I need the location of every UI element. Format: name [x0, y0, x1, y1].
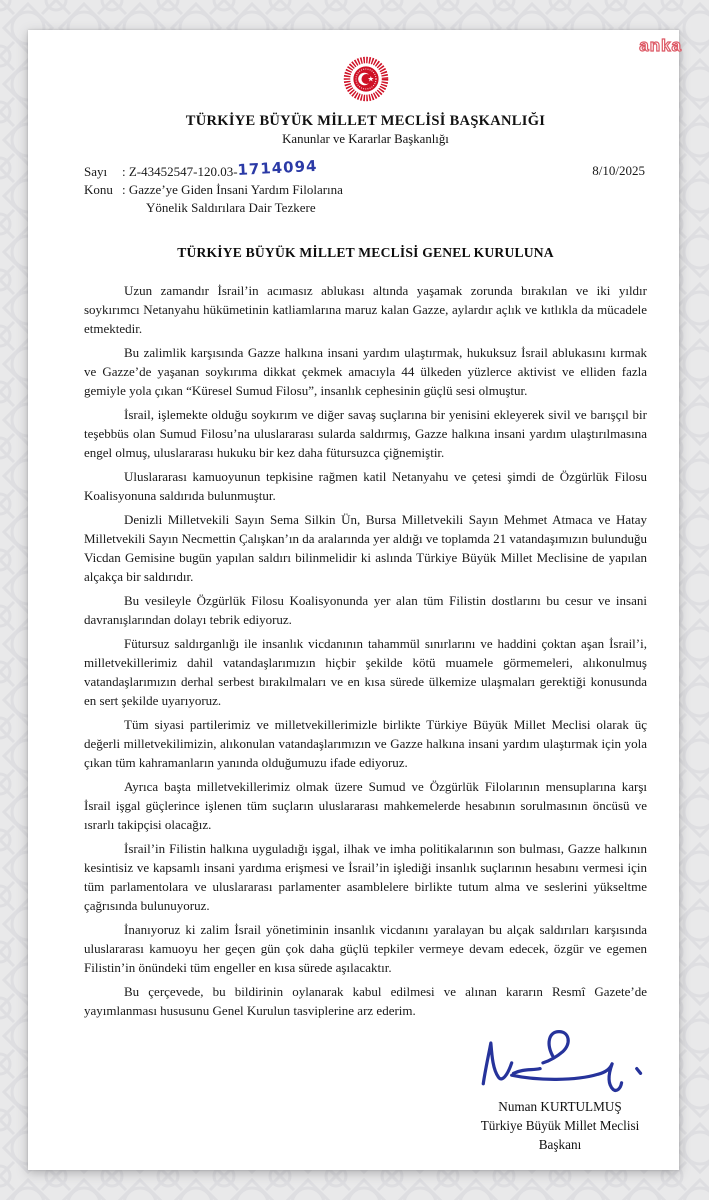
body-paragraph: Fütursuz saldırganlığı ile insanlık vicdanının tahammül sınırlarını ve haddini çoktan aşan İsrail’i, milletvekillerimiz dahil vatandaşlarımızın hiçbir şekilde kötü muamele görmemeleri, alıkonulmuş vatandaşlarımızın derhal serbest bırakılmaları ve en kısa sürede ülkemize ulaşmaları gerektiği konusunda en sert şekilde uyarıyoruz. — [84, 636, 647, 708]
tbmm-crescent-star-emblem-icon — [343, 56, 389, 102]
konu-label: Konu — [84, 182, 113, 197]
handwritten-signature-icon — [465, 1025, 655, 1097]
document-meta — [84, 156, 647, 217]
signer-organization: Türkiye Büyük Millet Meclisi — [480, 1118, 640, 1133]
body-paragraph: Tüm siyasi partilerimiz ve milletvekillerimizle birlikte Türkiye Büyük Millet Meclisi olarak üç değerli milletvekilimizin, alıkonulan vatandaşlarımızın ve Gazze halkına insani yardım ulaştırmak için yola çıkan tüm kahramanların yanında olduğumuzu ifade ediyoruz. — [84, 717, 647, 770]
sayi-line — [84, 156, 318, 181]
letterhead-organization: TÜRKİYE BÜYÜK MİLLET MECLİSİ BAŞKANLIĞI — [185, 113, 546, 129]
anka-watermark-logo: anka — [639, 36, 682, 55]
document-title: TÜRKİYE BÜYÜK MİLLET MECLİSİ GENEL KURULUNA — [177, 245, 554, 260]
body-paragraph: Bu zalimlik karşısında Gazze halkına insani yardım ulaştırmak, hukuksuz İsrail ablukasını kırmak ve Gazze’de yaşanan soykırıma dikkat çekmek amacıyla 44 ülkeden yüzlerce aktivist ve elliden fazla gemiyle yola çıkan “Küresel Sumud Filosu”, insanlık cephesinin güçlü sesi olmuştur. — [84, 345, 647, 398]
body-paragraph: Uzun zamandır İsrail’in acımasız ablukası altında yaşamak zorunda bırakılan ve iki yıldır soykırımcı Netanyahu hükümetinin katliamlarına maruz kalan Gazze, aylardır açlık ve kıtlıkla da mücadele etmektedir. — [84, 283, 647, 336]
signer-role: Başkanı — [538, 1137, 582, 1152]
body-paragraph: Ayrıca başta milletvekillerimiz olmak üzere Sumud ve Özgürlük Filolarının mensuplarına karşı İsrail işgal güçlerince işlenen tüm suçların uluslararası mahkemelerde hesabının sorulmasının öncüsü ve ısrarlı takipçisi olacağız. — [84, 779, 647, 832]
sayi-label: Sayı — [84, 164, 108, 179]
sayi-value: : Z-43452547-120.03- — [122, 164, 238, 179]
body-paragraph: İnanıyoruz ki zalim İsrail yönetiminin insanlık vicdanını yaralayan bu alçak saldırıları karşısında uluslararası kamuoyu her geçen gün çok daha güçlü tepkiler vermeye devam edecek, özgür ve egemen Filistin’in önündeki tüm engeller en kısa sürede aşılacaktır. — [84, 922, 647, 975]
body-paragraph: Bu çerçevede, bu bildirinin oylanarak kabul edilmesi ve alınan kararın Resmî Gazete’de yayımlanması hususunu Genel Kurulun tasviplerine arz ederim. — [84, 984, 647, 1018]
body-paragraph: Bu vesileyle Özgürlük Filosu Koalisyonunda yer alan tüm Filistin dostlarını bu cesur ve insani davranışlarından dolayı tebrik ediyoruz. — [84, 593, 647, 627]
document-date: 8/10/2025 — [592, 163, 645, 178]
document-page — [28, 30, 679, 1170]
letterhead-department: Kanunlar ve Kararlar Başkanlığı — [282, 132, 449, 146]
sayi-handwritten-number: 1714094 — [236, 156, 318, 180]
konu-line-2: Yönelik Saldırılara Dair Tezkere — [146, 200, 316, 215]
document-body — [84, 281, 647, 1020]
signature-block — [455, 1025, 665, 1154]
konu-value-line1: : Gazze’ye Giden İnsani Yardım Filolarına — [122, 182, 343, 197]
konu-line-1 — [84, 181, 647, 199]
body-paragraph: İsrail’in Filistin halkına uyguladığı işgal, ilhak ve imha politikalarının son bulması, Gazze halkının kesintisiz ve kapsamlı insani yardıma erişmesi ve İsrail’in işlediği insanlık suçlarının hesabını vermesi için tüm parlamentolara ve uluslararası parlamenter asamblelere birlikte tutum alma ve seslerini yükseltme çağrısında bulunuyoruz. — [84, 841, 647, 913]
body-paragraph: Uluslararası kamuoyunun tepkisine rağmen katil Netanyahu ve çetesi şimdi de Özgürlük Filosu Koalisyonuna saldırıda bulunmuştur. — [84, 469, 647, 503]
body-paragraph: Denizli Milletvekili Sayın Sema Silkin Ün, Bursa Milletvekili Sayın Mehmet Atmaca ve Hatay Milletvekili Sayın Necmettin Çalışkan’ın da aralarında yer aldığı ve toplamda 21 vatandaşımızın bulunduğu Vicdan Gemisine bugün yapılan saldırı bilinmelidir ki aslında Türkiye Büyük Millet Meclisine de yapılan alçakça bir saldırıdır. — [84, 512, 647, 584]
emblem-container — [84, 56, 647, 107]
body-paragraph: İsrail, işlemekte olduğu soykırım ve diğer savaş suçlarına bir yenisini ekleyerek sivil ve barışçıl bir teşebbüs olan Sumud Filosu’na uluslararası sularda saldırmış, Gazze halkına insani yardım ulaştırılmasına engel olmuş, uluslararası hukuku bir kez daha fütursuzca çiğnemiştir. — [84, 407, 647, 460]
signer-name: Numan KURTULMUŞ — [498, 1099, 622, 1114]
